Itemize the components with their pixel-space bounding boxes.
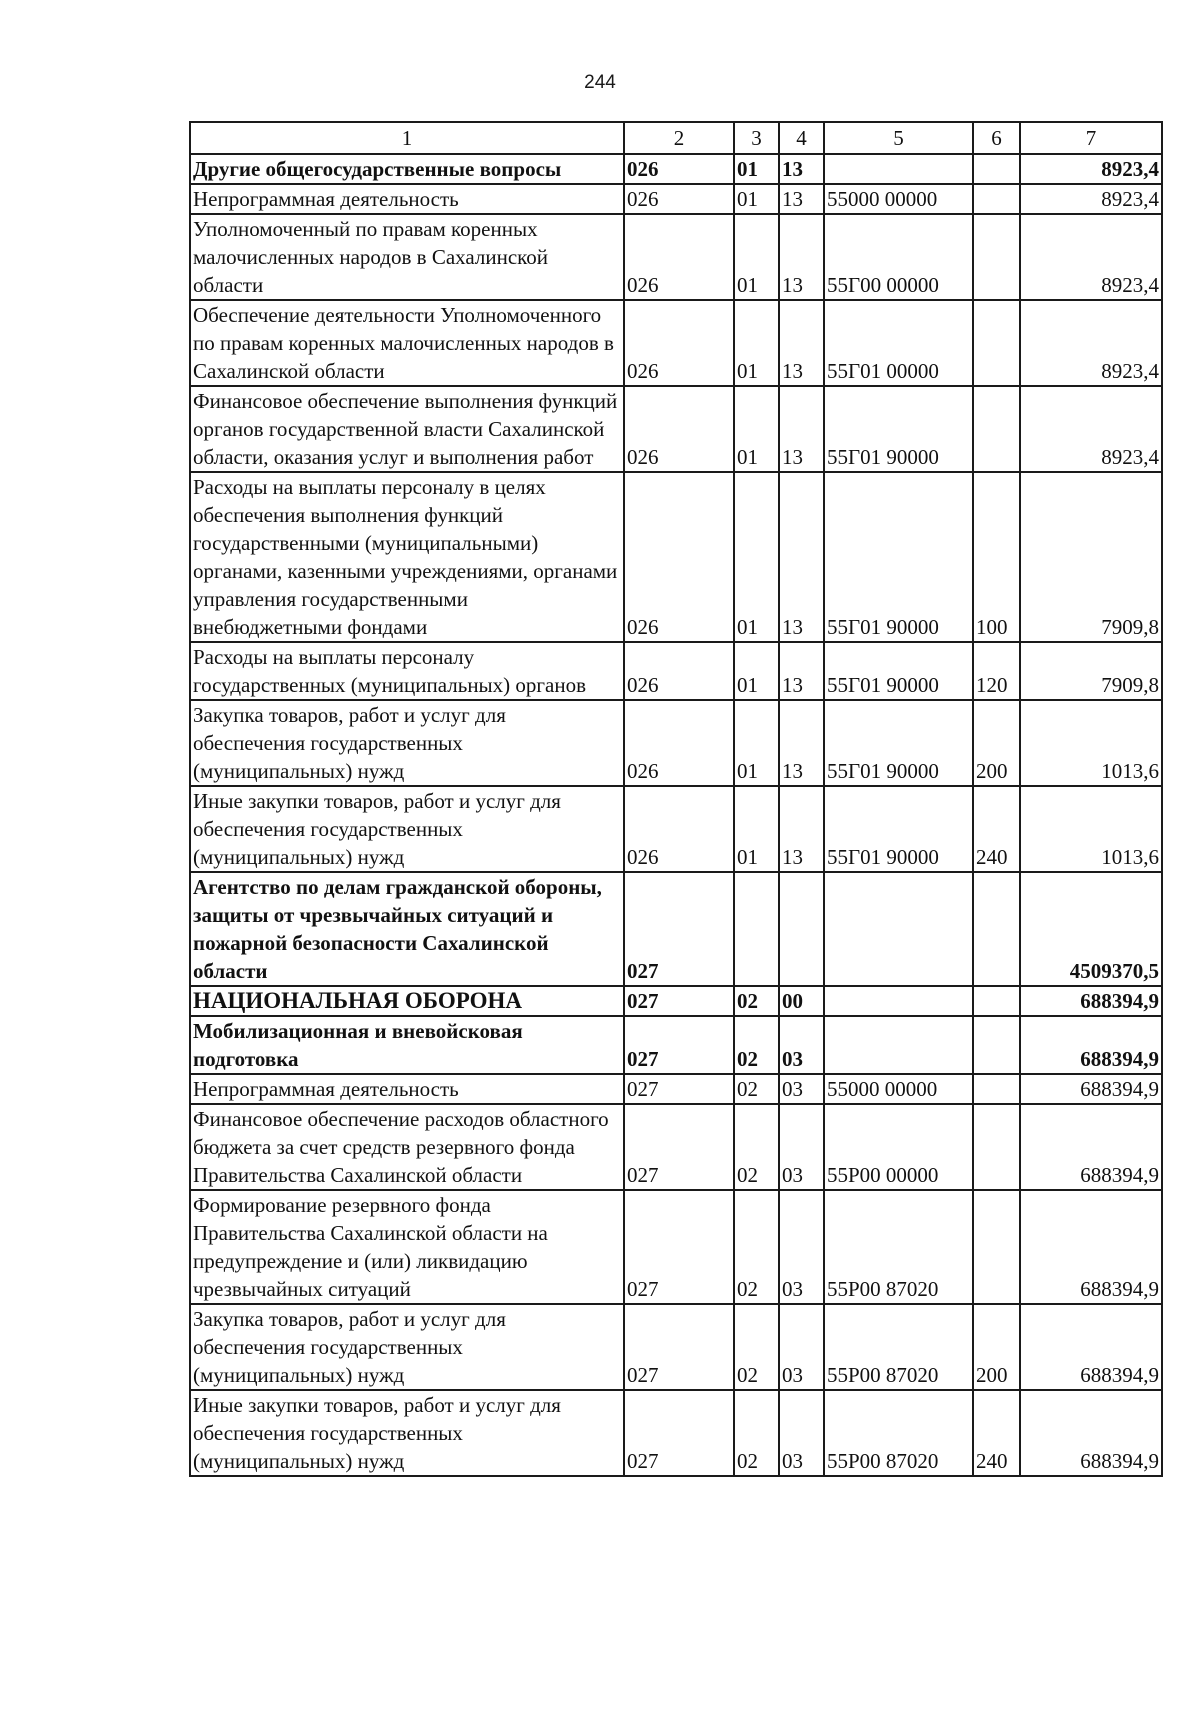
cell-name: Закупка товаров, работ и услуг для обеспечения государственных (муниципальных) нужд	[190, 700, 624, 786]
cell-ministry-code: 027	[624, 1016, 734, 1074]
cell-target-article: 55Р00 87020	[824, 1190, 973, 1304]
cell-ministry-code: 026	[624, 184, 734, 214]
cell-subsection-code: 13	[779, 214, 824, 300]
cell-section-code: 02	[734, 986, 779, 1016]
cell-ministry-code: 026	[624, 214, 734, 300]
header-cell-col1: 1	[190, 122, 624, 154]
cell-name: Обеспечение деятельности Уполномоченного по правам коренных малочисленных народов в Сахалинской области	[190, 300, 624, 386]
cell-subsection-code: 13	[779, 300, 824, 386]
cell-name: Мобилизационная и вневойсковая подготовка	[190, 1016, 624, 1074]
cell-subsection-code: 13	[779, 786, 824, 872]
cell-expense-type	[973, 386, 1020, 472]
cell-amount: 688394,9	[1020, 1016, 1162, 1074]
table-row	[190, 1190, 1162, 1304]
cell-section-code	[734, 872, 779, 986]
cell-target-article: 55Г01 90000	[824, 386, 973, 472]
cell-name: Формирование резервного фонда Правительства Сахалинской области на предупреждение и (или) ликвидацию чрезвычайных ситуаций	[190, 1190, 624, 1304]
table-row	[190, 642, 1162, 700]
cell-expense-type: 120	[973, 642, 1020, 700]
cell-amount: 8923,4	[1020, 300, 1162, 386]
cell-name: Расходы на выплаты персоналу в целях обеспечения выполнения функций государственными (муниципальными) органами, казенными учреждениями, органами управления государственными внебюджетными фондами	[190, 472, 624, 642]
cell-name: Закупка товаров, работ и услуг для обеспечения государственных (муниципальных) нужд	[190, 1304, 624, 1390]
cell-target-article	[824, 986, 973, 1016]
page-number: 244	[584, 72, 616, 93]
cell-expense-type	[973, 986, 1020, 1016]
budget-table	[189, 121, 1163, 1477]
cell-subsection-code: 13	[779, 642, 824, 700]
cell-target-article: 55Г01 00000	[824, 300, 973, 386]
cell-expense-type	[973, 300, 1020, 386]
header-cell-col5: 5	[824, 122, 973, 154]
cell-amount: 688394,9	[1020, 1304, 1162, 1390]
cell-subsection-code: 13	[779, 472, 824, 642]
cell-expense-type	[973, 184, 1020, 214]
cell-ministry-code: 027	[624, 1074, 734, 1104]
cell-amount: 688394,9	[1020, 986, 1162, 1016]
cell-subsection-code: 03	[779, 1104, 824, 1190]
cell-expense-type	[973, 1016, 1020, 1074]
cell-expense-type	[973, 1104, 1020, 1190]
cell-section-code: 01	[734, 386, 779, 472]
cell-amount: 8923,4	[1020, 386, 1162, 472]
cell-ministry-code: 027	[624, 1304, 734, 1390]
cell-amount: 8923,4	[1020, 214, 1162, 300]
cell-expense-type: 100	[973, 472, 1020, 642]
cell-expense-type	[973, 872, 1020, 986]
cell-amount: 688394,9	[1020, 1074, 1162, 1104]
cell-expense-type	[973, 1074, 1020, 1104]
table-row	[190, 986, 1162, 1016]
cell-ministry-code: 026	[624, 472, 734, 642]
table-row	[190, 472, 1162, 642]
cell-ministry-code: 026	[624, 300, 734, 386]
table-row	[190, 386, 1162, 472]
cell-target-article	[824, 154, 973, 184]
cell-name: Агентство по делам гражданской обороны, защиты от чрезвычайных ситуаций и пожарной безопасности Сахалинской области	[190, 872, 624, 986]
table-row	[190, 1104, 1162, 1190]
cell-name: Финансовое обеспечение расходов областного бюджета за счет средств резервного фонда Правительства Сахалинской области	[190, 1104, 624, 1190]
cell-expense-type: 200	[973, 1304, 1020, 1390]
cell-amount: 1013,6	[1020, 786, 1162, 872]
cell-section-code: 02	[734, 1190, 779, 1304]
cell-subsection-code: 13	[779, 154, 824, 184]
header-cell-col6: 6	[973, 122, 1020, 154]
table-row	[190, 214, 1162, 300]
cell-amount: 1013,6	[1020, 700, 1162, 786]
cell-target-article: 55Р00 87020	[824, 1390, 973, 1476]
table-row	[190, 1074, 1162, 1104]
cell-section-code: 02	[734, 1304, 779, 1390]
cell-subsection-code	[779, 872, 824, 986]
table-row	[190, 1390, 1162, 1476]
cell-amount: 7909,8	[1020, 642, 1162, 700]
cell-name: Непрограммная деятельность	[190, 1074, 624, 1104]
cell-subsection-code: 13	[779, 700, 824, 786]
cell-expense-type: 240	[973, 1390, 1020, 1476]
cell-ministry-code: 026	[624, 642, 734, 700]
cell-ministry-code: 026	[624, 154, 734, 184]
table-row	[190, 700, 1162, 786]
cell-amount: 8923,4	[1020, 184, 1162, 214]
cell-section-code: 01	[734, 472, 779, 642]
cell-amount: 688394,9	[1020, 1190, 1162, 1304]
cell-name: Иные закупки товаров, работ и услуг для обеспечения государственных (муниципальных) нужд	[190, 1390, 624, 1476]
cell-amount: 688394,9	[1020, 1104, 1162, 1190]
header-cell-col2: 2	[624, 122, 734, 154]
table-row	[190, 154, 1162, 184]
cell-expense-type: 200	[973, 700, 1020, 786]
cell-ministry-code: 026	[624, 700, 734, 786]
cell-subsection-code: 00	[779, 986, 824, 1016]
cell-subsection-code: 03	[779, 1190, 824, 1304]
cell-ministry-code: 026	[624, 786, 734, 872]
cell-subsection-code: 03	[779, 1016, 824, 1074]
cell-name: НАЦИОНАЛЬНАЯ ОБОРОНА	[190, 986, 624, 1016]
table-row	[190, 1304, 1162, 1390]
cell-amount: 688394,9	[1020, 1390, 1162, 1476]
cell-target-article	[824, 872, 973, 986]
cell-target-article: 55000 00000	[824, 1074, 973, 1104]
cell-amount: 8923,4	[1020, 154, 1162, 184]
cell-section-code: 01	[734, 700, 779, 786]
cell-section-code: 01	[734, 786, 779, 872]
cell-ministry-code: 027	[624, 1190, 734, 1304]
cell-target-article: 55Г01 90000	[824, 472, 973, 642]
cell-ministry-code: 026	[624, 386, 734, 472]
header-cell-col7: 7	[1020, 122, 1162, 154]
cell-name: Расходы на выплаты персоналу государственных (муниципальных) органов	[190, 642, 624, 700]
table-row	[190, 872, 1162, 986]
table-row	[190, 300, 1162, 386]
cell-ministry-code: 027	[624, 986, 734, 1016]
table-row	[190, 786, 1162, 872]
cell-section-code: 02	[734, 1390, 779, 1476]
cell-name: Непрограммная деятельность	[190, 184, 624, 214]
cell-target-article: 55Г01 90000	[824, 642, 973, 700]
cell-expense-type	[973, 1190, 1020, 1304]
cell-name: Иные закупки товаров, работ и услуг для обеспечения государственных (муниципальных) нужд	[190, 786, 624, 872]
cell-section-code: 01	[734, 154, 779, 184]
cell-ministry-code: 027	[624, 872, 734, 986]
table-row	[190, 1016, 1162, 1074]
cell-name: Финансовое обеспечение выполнения функций органов государственной власти Сахалинской области, оказания услуг и выполнения работ	[190, 386, 624, 472]
cell-expense-type	[973, 154, 1020, 184]
cell-subsection-code: 13	[779, 386, 824, 472]
cell-target-article: 55000 00000	[824, 184, 973, 214]
header-cell-col3: 3	[734, 122, 779, 154]
cell-target-article: 55Г01 90000	[824, 700, 973, 786]
cell-target-article: 55Г01 90000	[824, 786, 973, 872]
cell-ministry-code: 027	[624, 1104, 734, 1190]
budget-table-body	[190, 122, 1162, 1476]
cell-section-code: 02	[734, 1074, 779, 1104]
cell-name: Уполномоченный по правам коренных малочисленных народов в Сахалинской области	[190, 214, 624, 300]
table-header-row	[190, 122, 1162, 154]
cell-subsection-code: 03	[779, 1304, 824, 1390]
cell-subsection-code: 13	[779, 184, 824, 214]
cell-expense-type: 240	[973, 786, 1020, 872]
cell-target-article: 55Р00 87020	[824, 1304, 973, 1390]
cell-target-article: 55Р00 00000	[824, 1104, 973, 1190]
cell-section-code: 01	[734, 642, 779, 700]
cell-amount: 7909,8	[1020, 472, 1162, 642]
cell-target-article: 55Г00 00000	[824, 214, 973, 300]
cell-section-code: 02	[734, 1016, 779, 1074]
cell-subsection-code: 03	[779, 1074, 824, 1104]
cell-subsection-code: 03	[779, 1390, 824, 1476]
cell-section-code: 01	[734, 184, 779, 214]
cell-ministry-code: 027	[624, 1390, 734, 1476]
header-cell-col4: 4	[779, 122, 824, 154]
cell-amount: 4509370,5	[1020, 872, 1162, 986]
table-row	[190, 184, 1162, 214]
cell-name: Другие общегосударственные вопросы	[190, 154, 624, 184]
cell-section-code: 01	[734, 300, 779, 386]
cell-expense-type	[973, 214, 1020, 300]
cell-section-code: 02	[734, 1104, 779, 1190]
cell-section-code: 01	[734, 214, 779, 300]
cell-target-article	[824, 1016, 973, 1074]
